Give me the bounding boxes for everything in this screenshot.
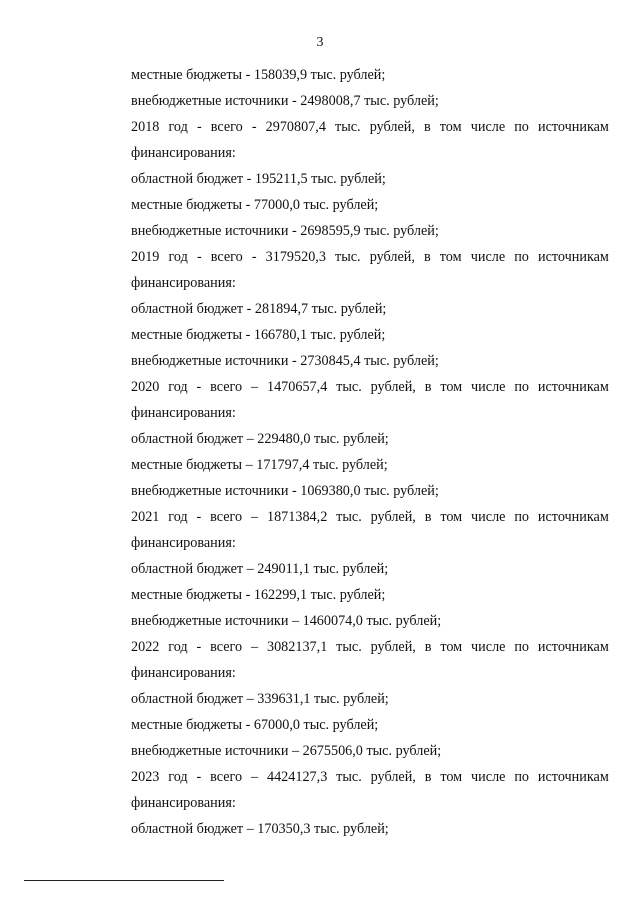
word: - (251, 119, 257, 135)
word: в (424, 119, 431, 135)
page-number: 3 (316, 35, 324, 50)
word: тыс. (335, 249, 361, 265)
word: по (514, 379, 530, 395)
word: рублей, (370, 379, 416, 395)
footer-divider (24, 880, 224, 881)
word: в (424, 769, 432, 785)
word: числе (470, 249, 506, 265)
word: рублей, (370, 769, 416, 785)
word: источникам (537, 769, 609, 785)
word: источникам (537, 509, 609, 525)
word: по (514, 769, 530, 785)
word: - (196, 769, 202, 785)
year-total-line (131, 634, 609, 660)
word: источникам (537, 379, 609, 395)
text-line: внебюджетные источники - 2698595,9 тыс. рублей; (131, 223, 439, 239)
word: в (424, 249, 431, 265)
word: 3179520,3 (265, 249, 326, 265)
word: числе (471, 769, 506, 785)
text-line: областной бюджет – 339631,1 тыс. рублей; (131, 691, 389, 707)
word: всего (210, 379, 243, 395)
word: год (168, 119, 188, 135)
word: всего (210, 509, 243, 525)
word: год (168, 379, 188, 395)
word: тыс. (336, 379, 362, 395)
word: по (514, 249, 529, 265)
word: - (196, 639, 202, 655)
word: 1470657,4 (266, 379, 328, 395)
word: рублей, (369, 249, 415, 265)
word: 2021 (131, 509, 160, 525)
word: источникам (537, 639, 609, 655)
word: - (196, 119, 202, 135)
word: источникам (538, 119, 609, 135)
word: 2970807,4 (265, 119, 326, 135)
text-line: областной бюджет - 195211,5 тыс. рублей; (131, 171, 386, 187)
word: 4424127,3 (266, 769, 328, 785)
text-line: местные бюджеты - 166780,1 тыс. рублей; (131, 327, 386, 343)
word: том (439, 119, 462, 135)
text-line: внебюджетные источники – 2675506,0 тыс. рублей; (131, 743, 442, 759)
word: 2022 (131, 639, 160, 655)
text-line: финансирования: (131, 275, 236, 291)
word: всего (210, 119, 243, 135)
word: - (196, 249, 202, 265)
word: том (440, 639, 463, 655)
text-line: финансирования: (131, 795, 236, 811)
word: 2020 (131, 379, 160, 395)
word: рублей, (369, 119, 415, 135)
text-line: местные бюджеты - 158039,9 тыс. рублей; (131, 67, 386, 83)
word: 2023 (131, 769, 160, 785)
word: том (440, 379, 463, 395)
word: всего (210, 639, 243, 655)
text-line: местные бюджеты - 77000,0 тыс. рублей; (131, 197, 379, 213)
word: рублей, (370, 639, 416, 655)
word: всего (210, 249, 243, 265)
word: – (251, 769, 259, 785)
word: тыс. (336, 639, 362, 655)
year-total-line (131, 244, 609, 270)
text-line: внебюджетные источники - 2730845,4 тыс. рублей; (131, 353, 439, 369)
document-body (131, 62, 609, 842)
word: источникам (538, 249, 609, 265)
word: 1871384,2 (266, 509, 328, 525)
word: тыс. (335, 119, 361, 135)
word: том (440, 769, 463, 785)
word: – (251, 379, 259, 395)
word: тыс. (336, 509, 362, 525)
word: том (439, 249, 462, 265)
text-line: финансирования: (131, 405, 236, 421)
word: 2019 (131, 249, 160, 265)
word: числе (471, 509, 506, 525)
word: по (514, 639, 530, 655)
text-line: финансирования: (131, 665, 236, 681)
year-total-line (131, 114, 609, 140)
word: тыс. (336, 769, 362, 785)
year-total-line (131, 764, 609, 790)
text-line: внебюджетные источники - 2498008,7 тыс. рублей; (131, 93, 439, 109)
text-line: областной бюджет – 229480,0 тыс. рублей; (131, 431, 389, 447)
text-line: областной бюджет – 249011,1 тыс. рублей; (131, 561, 389, 577)
word: 3082137,1 (266, 639, 328, 655)
text-line: областной бюджет – 170350,3 тыс. рублей; (131, 821, 389, 837)
text-line: областной бюджет - 281894,7 тыс. рублей; (131, 301, 387, 317)
word: в (424, 509, 432, 525)
word: по (514, 119, 529, 135)
word: по (514, 509, 530, 525)
word: - (196, 509, 202, 525)
year-total-line (131, 374, 609, 400)
word: числе (471, 379, 506, 395)
word: числе (470, 119, 506, 135)
word: – (251, 509, 259, 525)
word: – (251, 639, 259, 655)
text-line: внебюджетные источники – 1460074,0 тыс. рублей; (131, 613, 442, 629)
word: рублей, (370, 509, 416, 525)
word: 2018 (131, 119, 160, 135)
year-total-line (131, 504, 609, 530)
word: числе (471, 639, 506, 655)
text-line: местные бюджеты - 67000,0 тыс. рублей; (131, 717, 379, 733)
word: том (440, 509, 463, 525)
word: в (424, 639, 432, 655)
word: в (424, 379, 432, 395)
word: год (168, 639, 188, 655)
text-line: местные бюджеты - 162299,1 тыс. рублей; (131, 587, 386, 603)
text-line: финансирования: (131, 145, 236, 161)
word: - (196, 379, 202, 395)
text-line: внебюджетные источники - 1069380,0 тыс. рублей; (131, 483, 439, 499)
text-line: местные бюджеты – 171797,4 тыс. рублей; (131, 457, 388, 473)
word: год (168, 769, 188, 785)
text-line: финансирования: (131, 535, 236, 551)
word: всего (210, 769, 243, 785)
word: год (168, 509, 188, 525)
word: - (251, 249, 257, 265)
word: год (168, 249, 188, 265)
